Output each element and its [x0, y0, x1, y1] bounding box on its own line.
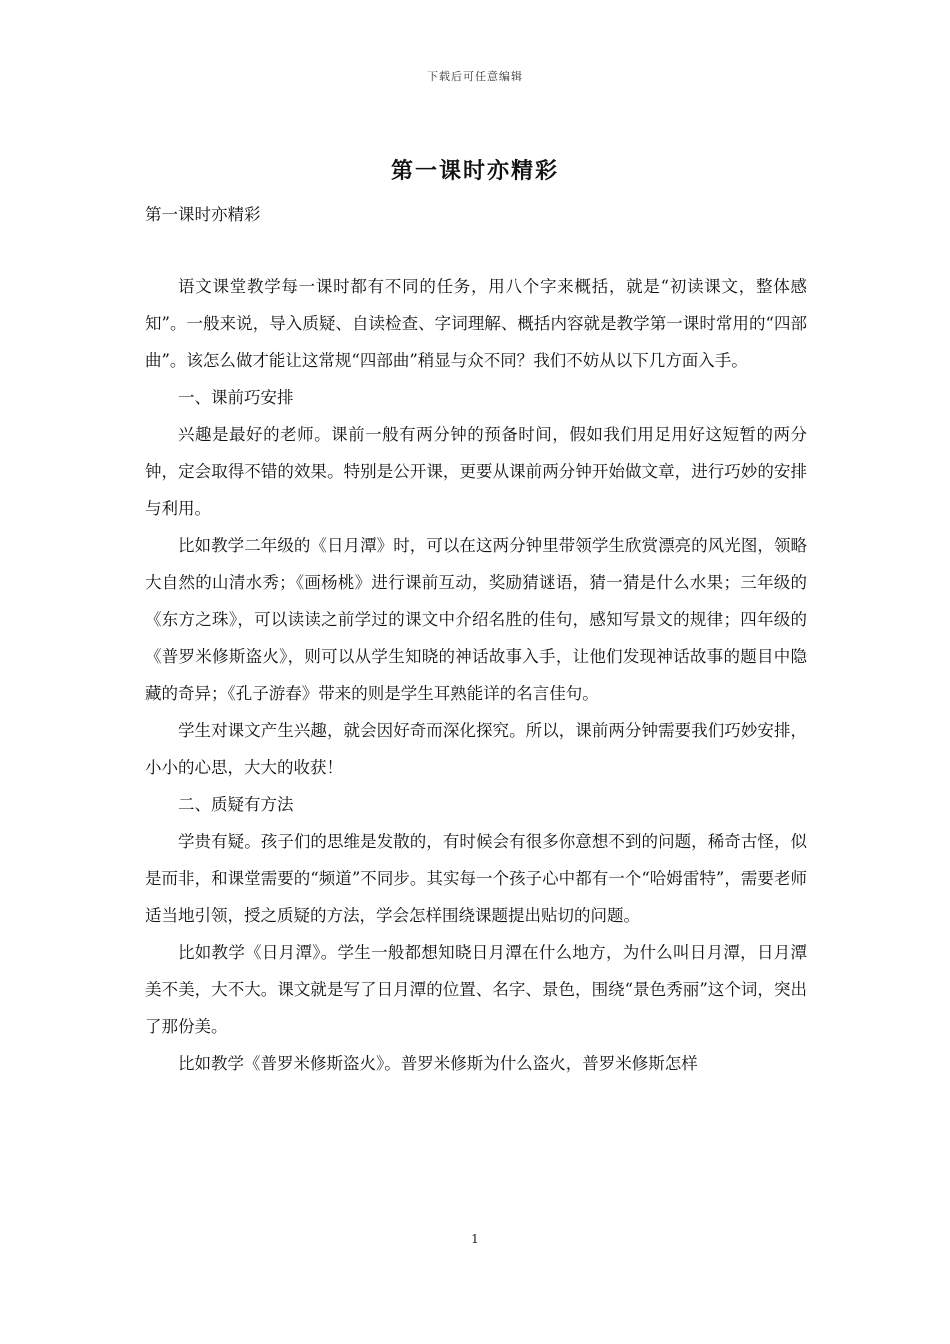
paragraph: 比如教学《日月潭》。学生一般都想知晓日月潭在什么地方，为什么叫日月潭，日月潭美不美，大不大。课文就是写了日月潭的位置、名字、景色，围绕“景色秀丽”这个词，突出了那份美。 — [145, 943, 807, 1036]
paragraph-intro: 语文课堂教学每一课时都有不同的任务，用八个字来概括，就是“初读课文，整体感知”。一般来说，导入质疑、自读检查、字词理解、概括内容就是教学第一课时常用的“四部曲”。该怎么做才能让这常规“四部曲”稍显与众不同？我们不妨从以下几方面入手。 — [145, 277, 807, 370]
document-body — [145, 268, 807, 1082]
subtitle: 第一课时亦精彩 — [145, 205, 261, 224]
section-heading-1: 一、课前巧安排 — [178, 388, 294, 407]
paragraph: 学贵有疑。孩子们的思维是发散的，有时候会有很多你意想不到的问题，稀奇古怪，似是而非，和课堂需要的“频道”不同步。其实每一个孩子心中都有一个“哈姆雷特”，需要老师适当地引领，授之质疑的方法，学会怎样围绕课题提出贴切的问题。 — [145, 832, 807, 925]
header-note: 下载后可任意编辑 — [427, 70, 523, 83]
paragraph: 比如教学二年级的《日月潭》时，可以在这两分钟里带领学生欣赏漂亮的风光图，领略大自然的山清水秀；《画杨桃》进行课前互动，奖励猜谜语，猜一猜是什么水果；三年级的《东方之珠》，可以读读之前学过的课文中介绍名胜的佳句，感知写景文的规律；四年级的《普罗米修斯盗火》，则可以从学生知晓的神话故事入手，让他们发现神话故事的题目中隐藏的奇异；《孔子游春》带来的则是学生耳熟能详的名言佳句。 — [145, 536, 807, 703]
page-title: 第一课时亦精彩 — [390, 158, 559, 184]
section-heading-2: 二、质疑有方法 — [178, 795, 294, 814]
page-number: 1 — [471, 1232, 479, 1246]
paragraph: 比如教学《普罗米修斯盗火》。普罗米修斯为什么盗火，普罗米修斯怎样 — [178, 1054, 698, 1073]
paragraph: 学生对课文产生兴趣，就会因好奇而深化探究。所以，课前两分钟需要我们巧妙安排，小小的心思，大大的收获！ — [145, 721, 807, 777]
paragraph: 兴趣是最好的老师。课前一般有两分钟的预备时间，假如我们用足用好这短暂的两分钟，定会取得不错的效果。特别是公开课，更要从课前两分钟开始做文章，进行巧妙的安排与利用。 — [145, 425, 807, 518]
